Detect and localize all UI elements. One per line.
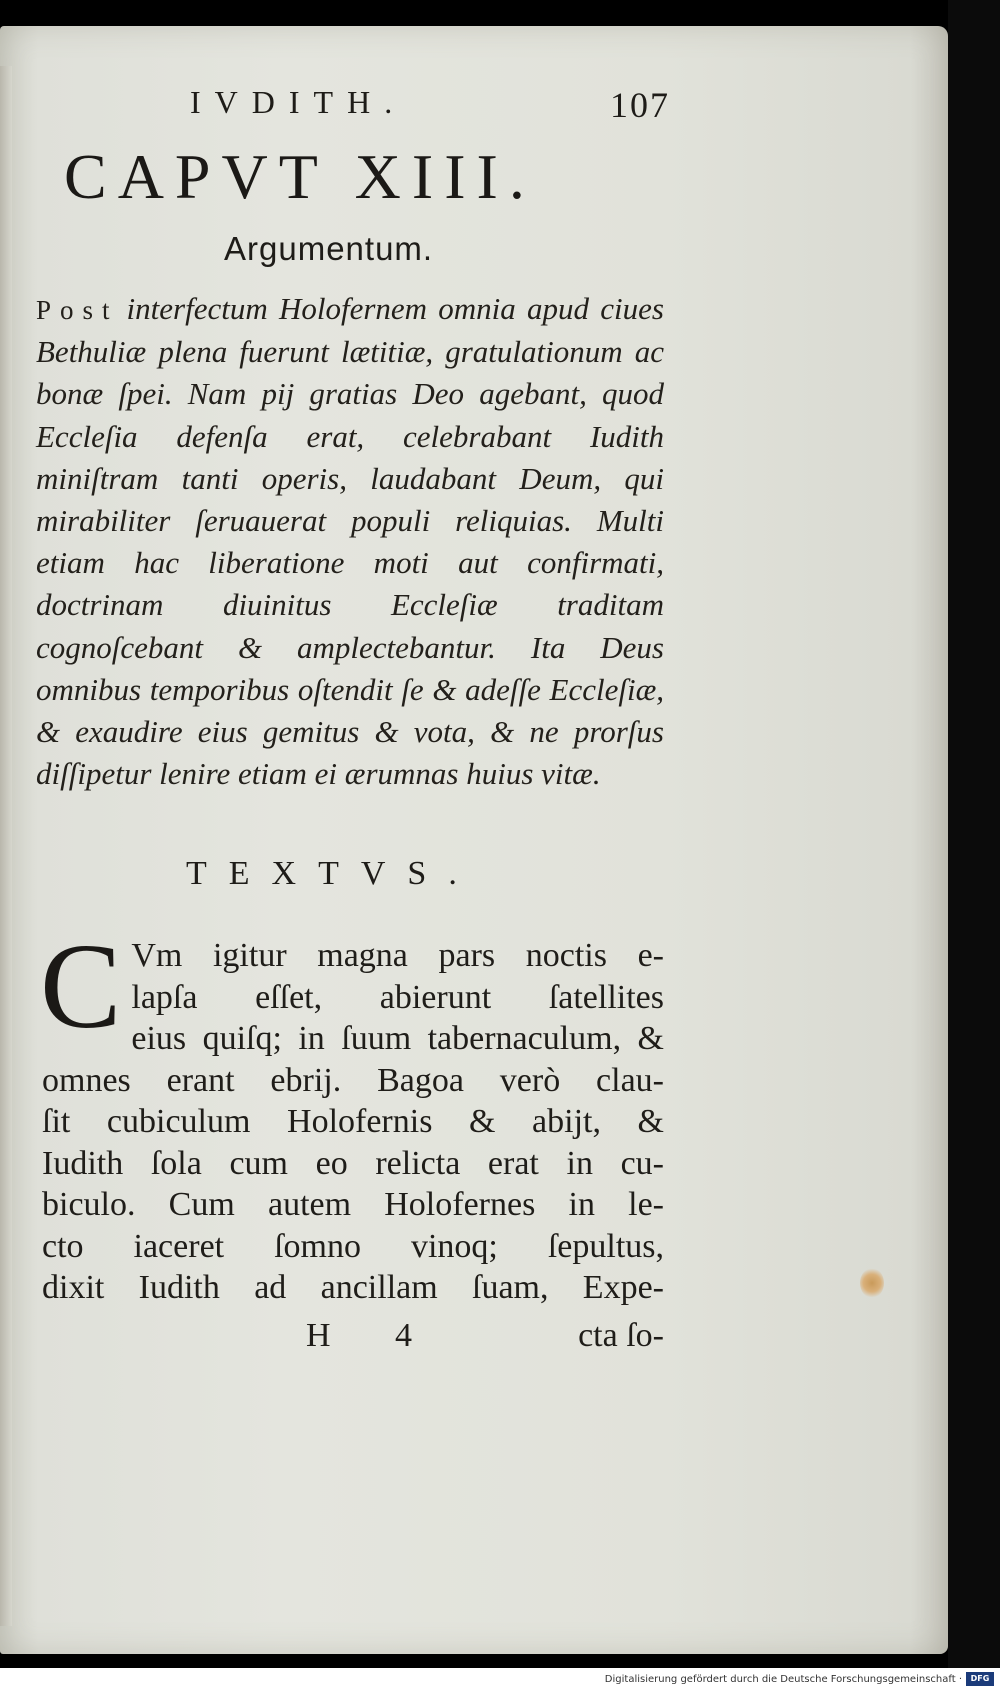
argument-title: Argumentum. [224, 230, 434, 267]
textus-heading: TEXTVS. [186, 855, 479, 892]
body-line: ſit cubiculum Holofernis & abijt, & [42, 1103, 664, 1140]
chapter-heading: CAPVT XIII. [64, 141, 536, 212]
drop-cap: C [40, 919, 122, 1054]
page-gutter-edge [0, 66, 12, 1626]
body-line: Vm igitur magna pars noctis e- [131, 937, 664, 974]
page-footer-line [306, 1317, 664, 1363]
body-line: Iudith ſola cum eo relicta erat in cu- [42, 1144, 664, 1182]
body-line: dixit Iudith ad ancillam ſuam, Expe- [42, 1269, 664, 1306]
body-line: omnes erant ebrij. Bagoa verò clau- [42, 1061, 664, 1099]
book-page [0, 26, 948, 1654]
body-paragraph [40, 919, 664, 1309]
argument-first-word: Post [36, 295, 119, 325]
dfg-logo: DFG [966, 1672, 994, 1686]
body-line: eius quiſq; in ſuum tabernaculum, & [131, 1020, 664, 1057]
running-head-title: IVDITH. [190, 84, 407, 120]
body-line: cto iaceret ſomno vinoq; ſepultus, [42, 1227, 664, 1265]
argument-paragraph [36, 288, 664, 795]
foxing-stain [860, 1268, 884, 1298]
catchword: cta ſo- [578, 1317, 664, 1354]
argument-text: interfectum Holofernem omnia apud ciues Bethuliæ plena fuerunt lætitiæ, gratulationum ac bonæ ſpei. Nam pij gratias Deo agebant, quod Eccleſia defenſa erat, celebrabant Iudith miniſtram tanti operis, laudabant Deum, qui mirabiliter ſeruauerat populi reliquias. Multi etiam hac liberatione moti aut confirmati, doctrinam diuinitus Eccleſiæ traditam cognoſcebant & amplectebantur. Ita Deus omnibus temporibus oſtendit ſe & adeſſe Eccleſiæ, & exaudire eius gemitus & vota, & ne prorſus diſſipetur lenire etiam ei ærumnas huius vitæ. [36, 291, 664, 792]
digitization-credit: Digitalisierung gefördert durch die Deutsche Forschungsgemeinschaft · [604, 1674, 962, 1685]
body-line: lapſa eſſet, abierunt ſatellites [131, 978, 664, 1016]
page-number: 107 [610, 85, 670, 125]
body-line: biculo. Cum autem Holofernes in le- [42, 1186, 664, 1223]
running-head [190, 84, 670, 134]
scan-background-right [948, 0, 1000, 1694]
signature-mark: H 4 [306, 1317, 441, 1354]
